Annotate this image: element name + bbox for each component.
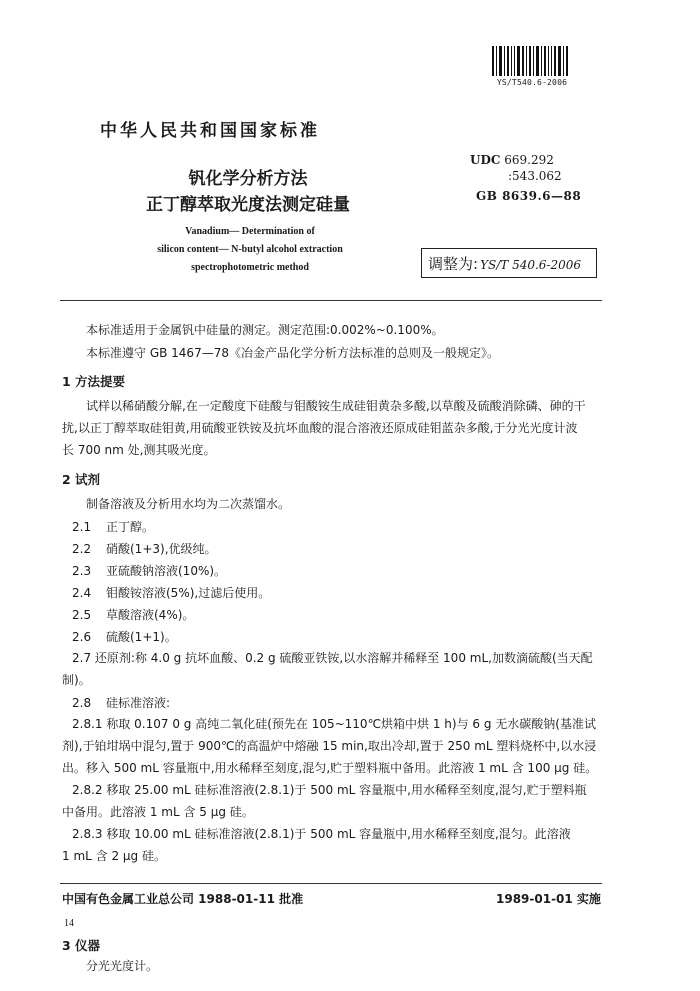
header-divider (60, 300, 602, 301)
reagent-item (72, 628, 177, 645)
section-1-line-2: 扰,以正丁醇萃取硅钼黄,用硫酸亚铁铵及抗坏血酸的混合溶液还原成硅钼蓝杂多酸,于分光光度计波 (62, 421, 578, 435)
reagent-item-num: 2.5 (72, 608, 92, 622)
title-en-line-3: spectrophotometric method (191, 262, 309, 273)
section-1-heading: 1 方法提要 (62, 374, 126, 389)
reagent-item-num: 2.4 (72, 586, 92, 600)
gb-number: GB 8639.6—88 (476, 189, 582, 203)
footer-approved: 中国有色金属工业总公司 1988-01-11 批准 (62, 892, 304, 906)
item-2-8-3-line-2: 1 mL 含 2 μg 硅。 (62, 849, 166, 863)
section-3-text: 分光光度计。 (86, 959, 159, 973)
item-2-8-1-line-3: 出。移入 500 mL 容量瓶中,用水稀释至刻度,混匀,贮于塑料瓶中备用。此溶液 1 mL 含 100 μg 硅。 (62, 761, 598, 775)
section-1-line-1: 试样以稀硝酸分解,在一定酸度下硅酸与钼酸铵生成硅钼黄杂多酸,以草酸及硫酸消除磷、砷的干 (86, 399, 586, 413)
reagent-item-num: 2.3 (72, 564, 92, 578)
reagent-item-num: 2.6 (72, 630, 92, 644)
item-2-8-num: 2.8 (72, 696, 92, 710)
reagent-item (72, 540, 217, 557)
reagent-item-text: 亚硫酸钠溶液(10%)。 (106, 564, 227, 578)
udc-label: UDC (470, 153, 501, 167)
adjust-note-label: 调整为: (428, 255, 479, 273)
item-2-8-3-line-1: 2.8.3 移取 10.00 mL 硅标准溶液(2.8.1)于 500 mL 容量瓶中,用水稀释至刻度,混匀。此溶液 (72, 827, 571, 841)
title-cn-line-1: 钒化学分析方法 (188, 169, 308, 189)
title-cn-line-2: 正丁醇萃取光度法测定硅量 (146, 195, 350, 215)
title-en-line-1: Vanadium— Determination of (185, 226, 315, 237)
reagent-item-text: 正丁醇。 (106, 520, 155, 534)
footer-divider (60, 883, 602, 884)
section-3-heading: 3 仪器 (62, 938, 101, 953)
item-2-8 (72, 694, 170, 711)
reagent-item (72, 562, 226, 579)
item-2-8-2-line-2: 中备用。此溶液 1 mL 含 5 μg 硅。 (62, 805, 254, 819)
intro-line-2: 本标准遵守 GB 1467—78《冶金产品化学分析方法标准的总则及一般规定》。 (86, 346, 499, 360)
udc-line-1: 669.292 (504, 153, 554, 167)
item-2-8-text: 硅标准溶液: (106, 696, 171, 710)
title-en-line-2: silicon content— N-butyl alcohol extraction (157, 244, 343, 255)
item-2-8-1-line-1: 2.8.1 称取 0.107 0 g 高纯二氧化硅(预先在 105~110℃烘箱中烘 1 h)与 6 g 无水碳酸钠(基准试 (72, 717, 596, 731)
page-number: 14 (64, 918, 74, 929)
reagent-item-num: 2.2 (72, 542, 92, 556)
section-2-intro: 制备溶液及分析用水均为二次蒸馏水。 (86, 497, 291, 511)
udc-line-2: :543.062 (508, 169, 562, 183)
reagent-item (72, 606, 194, 623)
reagent-item-text: 硝酸(1+3),优级纯。 (106, 542, 217, 556)
item-2-8-1-line-2: 剂),于铂坩埚中混匀,置于 900℃的高温炉中熔融 15 min,取出冷却,置于 250 mL 塑料烧杯中,以水浸 (62, 739, 597, 753)
barcode-bars (492, 46, 570, 76)
section-2-heading: 2 试剂 (62, 472, 101, 487)
section-1-line-3: 长 700 nm 处,测其吸光度。 (62, 443, 216, 457)
item-2-7-line-2: 制)。 (62, 673, 91, 687)
adjust-note-stamp (421, 248, 597, 278)
item-2-7-line-1: 2.7 还原剂:称 4.0 g 抗坏血酸、0.2 g 硫酸亚铁铵,以水溶解并稀释至 100 mL,加数滴硫酸(当天配 (72, 651, 593, 665)
reagent-item (72, 584, 270, 601)
standard-title: 中华人民共和国国家标准 (100, 121, 320, 141)
reagent-item-text: 硫酸(1+1)。 (106, 630, 177, 644)
intro-line-1: 本标准适用于金属钒中硅量的测定。测定范围:0.002%~0.100%。 (86, 323, 444, 337)
reagent-item-text: 钼酸铵溶液(5%),过滤后使用。 (106, 586, 271, 600)
udc-classification (470, 152, 562, 184)
reagent-item (72, 518, 154, 535)
footer-implemented: 1989-01-01 实施 (496, 892, 601, 906)
barcode (486, 40, 578, 96)
reagent-item-text: 草酸溶液(4%)。 (106, 608, 195, 622)
barcode-text: YS/T540.6-2006 (496, 78, 568, 87)
adjust-note-handwritten: YS/T 540.6-2006 (480, 258, 582, 272)
item-2-8-2-line-1: 2.8.2 移取 25.00 mL 硅标准溶液(2.8.1)于 500 mL 容量瓶中,用水稀释至刻度,混匀,贮于塑料瓶 (72, 783, 587, 797)
reagent-item-num: 2.1 (72, 520, 92, 534)
